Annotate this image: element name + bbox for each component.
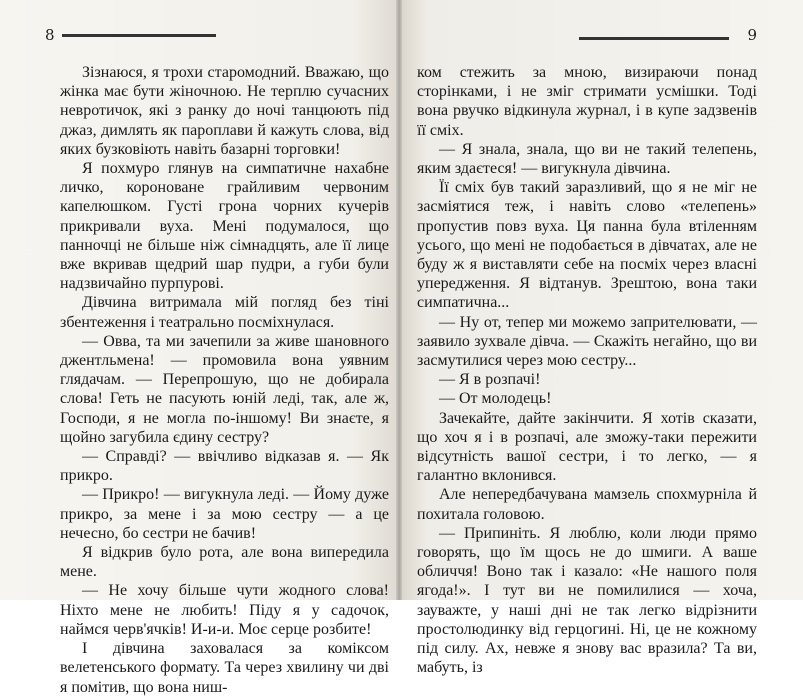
paragraph: Дівчина витримала мій погляд без тіні збентеження і театрально посміхнулася. (60, 294, 389, 331)
paragraph: — Не хочу більше чути жодного слова! Ніхто мене не любить! Піду я у садочок, наймся черв'ячків! И-и-и. Моє серце розбите! (60, 582, 389, 638)
paragraph: Я відкрив було рота, але вона випередила мене. (60, 544, 389, 581)
book-gutter (396, 0, 402, 600)
paragraph: — Овва, та ми зачепили за живе шановного джентльмена! — промовила вона уявним глядачам. — Перепрошую, що не добирала слова! Геть не пасують юній леді, так, але ж, Господи, я не могла по-іншому! Ви знаєте, я щойно загубила єдину сестру? (60, 332, 389, 446)
paragraph: Її сміх був такий заразливий, що я не міг не засміятися теж, і навіть слово «телепень» пропустив повз вуха. Ця панна була втіленням усього, що мені не подобається в дівчатах, але не буду ж я виставляти себе на посміх через власні упередження. Я відтанув. Зрештою, вона таки симпатична... (417, 179, 757, 312)
paragraph: Зачекайте, дайте закінчити. Я хотів сказати, що хоч я і в розпачі, але зможу-таки пережити відсутність вашої сестри, і то легко, — я галантно вклонився. (417, 409, 757, 485)
paragraph: — Припиніть. Я люблю, коли люди прямо говорять, що їм щось не до шмиги. А ваше обличчя! Воно так і казало: «Не нашого поля ягода!». І тут ви не помилилися — хоча, зауважте, у наші дні не так легко відрізнити простолюдинку від герцогині. Ні, це не кожному під силу. Ах, невже я знову вас вразила? Та ви, мабуть, із (417, 524, 757, 677)
page-number-left: 8 (45, 26, 55, 44)
header-rule-left (62, 34, 216, 37)
page-number-right: 9 (747, 26, 757, 44)
paragraph: ком стежить за мною, визираючи понад сторінками, і не зміг стримати усмішки. Тоді вона рвучко відкинула журнал, і в купе задзвенів її сміх. (417, 64, 757, 139)
left-page-text (60, 63, 389, 697)
paragraph: — Я в розпачі! (439, 371, 541, 389)
paragraph: — Справді? — ввічливо відказав я. — Як прикро. (60, 448, 389, 485)
paragraph: Але непередбачувана мамзель спохмурніла й похитала головою. (417, 486, 757, 523)
paragraph: — Прикро! — вигукнула леді. — Йому дуже прикро, за мене і за мою сестру — а це нечесно, бо сестри не бачив! (60, 486, 389, 542)
paragraph: — Ну от, тепер ми можемо запрителювати, — заявило зухвале дівча. — Скажіть негайно, що ви засмутилися через мою сестру... (417, 313, 757, 370)
right-page (399, 0, 803, 677)
header-rule-right (579, 37, 729, 40)
paragraph: Зізнаюся, я трохи старомодний. Вважаю, що жінка має бути жіночною. Не терплю сучасних невротичок, які з ранку до ночі танцюють під джаз, димлять як пароплави й кажуть слова, від яких бузковіють навіть базарні торговки! (60, 64, 389, 158)
left-page (0, 0, 399, 696)
right-page-text (417, 63, 757, 678)
paragraph: І дівчина заховалася за коміксом велетенського формату. Та через хвилину чи дві я помітив, що вона ниш- (60, 640, 389, 696)
paragraph: Я похмуро глянув на симпатичне нахабне личко, короноване грайливим червоним капелюшком. Густі грона чорних кучерів прикривали вуха. Мені подумалося, що панночці не більше ніж сімнадцять, але її лице вже вкривав щедрий шар пудри, а губи були надзвичайно пурпурові. (60, 160, 389, 293)
paragraph: — От молодець! (439, 390, 552, 408)
paragraph: — Я знала, знала, що ви не такий телепень, яким здаєтеся! — вигукнула дівчина. (417, 140, 757, 178)
